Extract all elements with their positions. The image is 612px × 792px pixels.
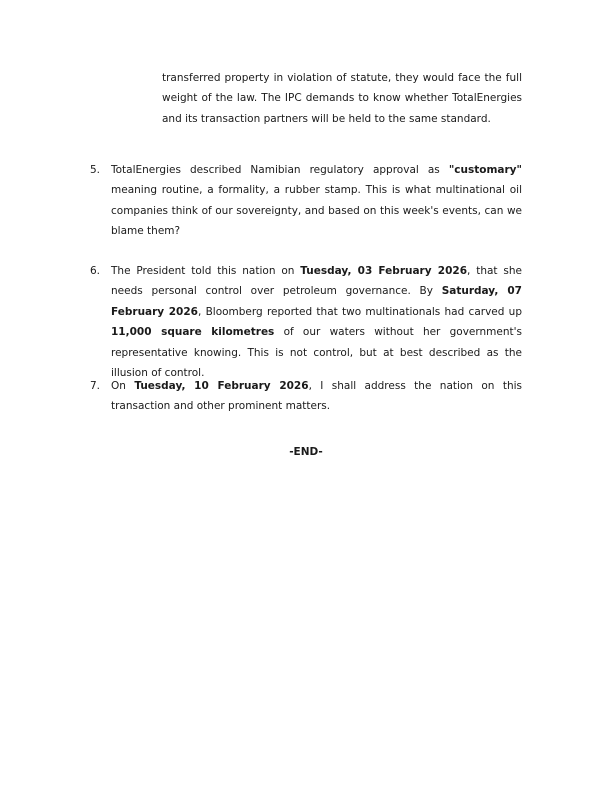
text-segment: The President told this nation on <box>111 265 301 277</box>
list-item-number: 7. <box>90 380 101 392</box>
continuation-paragraph: transferred property in violation of statute, they would face the full weight of the law. The IPC demands to know whether TotalEnergies and its transaction partners will be held to the same standard. <box>162 72 522 125</box>
list-item-body <box>111 160 522 242</box>
bold-date: Tuesday, 10 February 2026 <box>134 380 309 392</box>
list-item-number: 6. <box>90 265 101 277</box>
text-segment: , Bloomberg reported that two multinationals had carved up <box>197 305 522 318</box>
bold-term-customary: "customary" <box>448 164 522 176</box>
bold-date: Tuesday, 03 February 2026 <box>300 265 467 277</box>
list-item-5 <box>90 160 522 242</box>
list-item-6 <box>90 261 522 383</box>
end-marker: -END- <box>289 446 323 458</box>
text-segment: , that she needs personal control over petroleum governance. By <box>111 265 522 298</box>
list-item-body <box>111 261 522 383</box>
list-item-7 <box>90 376 522 417</box>
text-segment: of our waters without her government's representative knowing. This is not control, but at best described as the illusion of control. <box>111 326 522 380</box>
text-segment: TotalEnergies described Namibian regulatory approval as <box>111 164 449 176</box>
list-item-number: 5. <box>90 164 101 176</box>
bold-area: 11,000 square kilometres <box>111 326 275 339</box>
text-segment: On <box>111 380 135 392</box>
text-segment: , I shall address the nation on this transaction and other prominent matters. <box>111 380 522 413</box>
text-segment: meaning routine, a formality, a rubber stamp. This is what multinational oil companies think of our sovereignty, and based on this week's events, can we blame them? <box>111 184 522 238</box>
bold-date: Saturday, 07 February 2026 <box>111 285 522 318</box>
list-item-body <box>111 376 522 417</box>
